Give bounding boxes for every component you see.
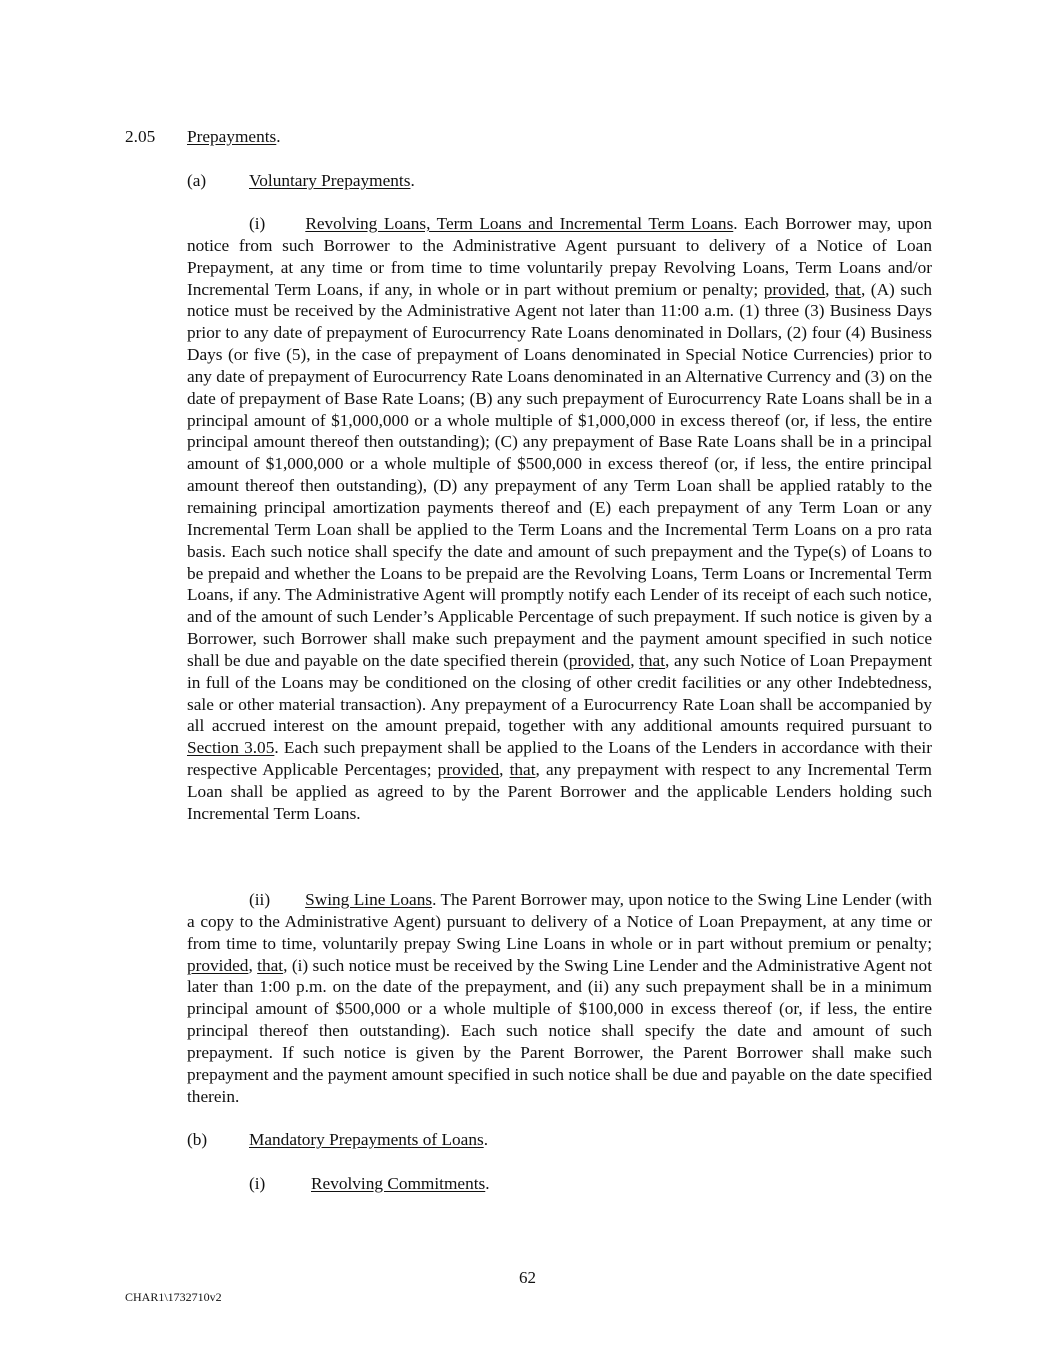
para-b-i-title: Revolving Commitments bbox=[311, 1174, 486, 1193]
provided-term-2: provided bbox=[568, 650, 631, 670]
para-a-ii-text1: The Parent Borrower may, upon notice to the Swing Line Lender (with a copy to the Administrative Agent) pursuant to delivery of a Notice of Loan Prepayment, at any time or from time to time, voluntarily prepay Swing Line Loans in whole or in part without premium or penalty; bbox=[187, 890, 932, 953]
section-title: Prepayments bbox=[187, 127, 277, 146]
para-a-i-text4: . Each such prepayment shall be applied to the Loans of the Lenders in accordance with their respective Applicable Percentages; bbox=[187, 738, 932, 780]
para-a-i-title: Revolving Loans, Term Loans and Incremental Term Loans bbox=[305, 214, 734, 233]
section-number: 2.05 bbox=[125, 127, 156, 146]
para-b-i-label: (i) bbox=[249, 1174, 266, 1193]
subsection-a-title-line: Voluntary Prepayments. bbox=[249, 171, 415, 190]
para-a-ii-label: (ii) bbox=[249, 890, 271, 909]
that-term: that bbox=[835, 279, 861, 299]
provided-term: provided bbox=[763, 279, 826, 299]
section-title-line: Prepayments. bbox=[187, 127, 281, 146]
that-term-4: that bbox=[257, 955, 284, 975]
subsection-a-title: Voluntary Prepayments bbox=[249, 171, 411, 190]
para-a-i-text5: any prepayment with respect to any Incremental Term Loan shall be applied as agreed to by the Parent Borrower and the applicable Lenders holding such Incremental Term Loans. bbox=[187, 760, 932, 823]
subsection-b-title-line: Mandatory Prepayments of Loans. bbox=[249, 1130, 489, 1149]
provided-term-3: provided bbox=[437, 760, 500, 780]
subsection-a-label: (a) bbox=[187, 171, 207, 190]
section-heading bbox=[125, 126, 155, 148]
para-a-ii-title: Swing Line Loans bbox=[305, 890, 433, 909]
that-term-2: that bbox=[639, 650, 666, 670]
subsection-b-label: (b) bbox=[187, 1130, 208, 1149]
para-a-ii-text2: (i) such notice must be received by the Swing Line Lender and the Administrative Agent not later than 1:00 p.m. on the date of the prepayment, and (ii) any such prepayment shall be in a minimum principal amount of $500,000 or a whole multiple of $100,000 in excess thereof (or, if less, the entire principal thereof then outstanding). Each such notice shall specify the date and amount of such prepayment. If such notice is given by the Parent Borrower, the Parent Borrower shall make such prepayment and the payment amount specified in such notice shall be due and payable on the date specified therein. bbox=[187, 955, 932, 1106]
para-a-i-text3: any such Notice of Loan Prepayment in full of the Loans may be conditioned on the closing of other credit facilities or any other Indebtedness, sale or other material transaction). Any prepayment of a Eurocurrency Rate Loan shall be accompanied by all accrued interest on the amount prepaid, together with any additional amounts required pursuant to bbox=[187, 650, 933, 736]
paragraph-a-i: (i) Revolving Loans, Term Loans and Incremental Term Loans. Each Borrower may, upon notice from such Borrower to the Administrative Agent pursuant to delivery of a Notice of Loan Prepayment, at any time or from time to time voluntarily prepay Revolving Loans, Term Loans and/or Incremental Term Loans, if any, in whole or in part without premium or penalty; provided, that, (A) such notice must be received by the Administrative Agent not later than 11:00 a.m. (1) three (3) Business Days prior to any date of prepayment of Eurocurrency Rate Loans denominated in Dollars, (2) four (4) Business Days (or five (5), in the case of prepayment of Loans denominated in Special Notice Currencies) prior to any date of prepayment of Eurocurrency Rate Loans denominated in an Alternative Currency and (3) on the date of prepayment of Base Rate Loans; (B) any such prepayment of Eurocurrency Rate Loans shall be in a principal amount of $1,000,000 or a whole multiple of $1,000,000 in excess thereof (or, if less, the entire principal amount thereof then outstanding); (C) any prepayment of Base Rate Loans shall be in a principal amount of $1,000,000 or a whole multiple of $500,000 in excess thereof (or, if less, the entire principal amount thereof then outstanding), (D) any prepayment of any Term Loan shall be applied ratably to the remaining principal amortization payments thereof and (E) each prepayment of any Term Loan or any Incremental Term Loan shall be applied to the Term Loans and the Incremental Term Loans on a pro rata basis. Each such notice shall specify the date and amount of such prepayment and the Type(s) of Loans to be prepaid and whether the Loans to be prepaid are the Revolving Loans, Term Loans or Incremental Term Loans, if any. The Administrative Agent will promptly notify each Lender of its receipt of each such notice, and of the amount of such Lender’s Applicable Percentage of such prepayment. If such notice is given by a Borrower, such Borrower shall make such prepayment and the payment amount specified in such notice shall be due and payable on the date specified therein (provided, that, any such Notice of Loan Prepayment in full of the Loans may be conditioned on the closing of other credit facilities or any other Indebtedness, sale or other material transaction). Any prepayment of a Eurocurrency Rate Loan shall be accompanied by all accrued interest on the amount prepaid, together with any additional amounts required pursuant to Section 3.05. Each such prepayment shall be applied to the Loans of the Lenders in accordance with their respective Applicable Percentages; provided, that, any prepayment with respect to any Incremental Term Loan shall be applied as agreed to by the Parent Borrower and the applicable Lenders holding such Incremental Term Loans. bbox=[187, 214, 933, 823]
para-a-i-text2: (A) such notice must be received by the Administrative Agent not later than 11:00 a.m. (1) three (3) Business Days prior to any date of prepayment of Eurocurrency Rate Loans denominated in Dollars, (2) four (4) Business Days (or five (5), in the case of prepayment of Loans denominated in Special Notice Currencies) prior to any date of prepayment of Eurocurrency Rate Loans denominated in an Alternative Currency and (3) on the date of prepayment of Base Rate Loans; (B) any such prepayment of Eurocurrency Rate Loans shall be in a principal amount of $1,000,000 or a whole multiple of $1,000,000 in excess thereof (or, if less, the entire principal amount thereof then outstanding); (C) any prepayment of Base Rate Loans shall be in a principal amount of $1,000,000 or a whole multiple of $500,000 in excess thereof (or, if less, the entire principal amount thereof then outstanding), (D) any prepayment of any Term Loan shall be applied ratably to the remaining principal amortization payments thereof and (E) each prepayment of any Term Loan or any Incremental Term Loan shall be applied to the Term Loans and the Incremental Term Loans on a pro rata basis. Each such notice shall specify the date and amount of such prepayment and the Type(s) of Loans to be prepaid and whether the Loans to be prepaid are the Revolving Loans, Term Loans or Incremental Term Loans, if any. The Administrative Agent will promptly notify each Lender of its receipt of each such notice, and of the amount of such Lender’s Applicable Percentage of such prepayment. If such notice is given by a Borrower, such Borrower shall make such prepayment and the payment amount specified in such notice shall be due and payable on the date specified therein ( bbox=[187, 279, 933, 670]
section-reference: Section 3.05 bbox=[187, 738, 275, 758]
para-a-i-label: (i) bbox=[249, 214, 266, 233]
provided-term-4: provided bbox=[187, 955, 249, 975]
page-number: 62 bbox=[519, 1268, 536, 1287]
para-b-i-title-line: Revolving Commitments. bbox=[311, 1174, 490, 1193]
paragraph-a-ii: (ii) Swing Line Loans. The Parent Borrower may, upon notice to the Swing Line Lender (with a copy to the Administrative Agent) pursuant to delivery of a Notice of Loan Prepayment, at any time or from time to time, voluntarily prepay Swing Line Loans in whole or in part without premium or penalty; provided, that, (i) such notice must be received by the Swing Line Lender and the Administrative Agent not later than 1:00 p.m. on the date of the prepayment, and (ii) any such prepayment shall be in a minimum principal amount of $500,000 or a whole multiple of $100,000 in excess thereof (or, if less, the entire principal thereof then outstanding). Each such notice shall specify the date and amount of such prepayment. If such notice is given by the Parent Borrower, the Parent Borrower shall make such prepayment and the payment amount specified in such notice shall be due and payable on the date specified therein. bbox=[187, 890, 932, 1106]
subsection-b-title: Mandatory Prepayments of Loans bbox=[249, 1130, 484, 1149]
para-a-i-text1: Each Borrower may, upon notice from such Borrower to the Administrative Agent pursuant to delivery of a Notice of Loan Prepayment, at any time or from time to time voluntarily prepay Revolving Loans, Term Loans and/or Incremental Term Loans, if any, in whole or in part without premium or penalty; bbox=[187, 214, 933, 299]
that-term-3: that bbox=[509, 760, 536, 780]
document-id: CHAR1\1732710v2 bbox=[125, 1290, 222, 1304]
